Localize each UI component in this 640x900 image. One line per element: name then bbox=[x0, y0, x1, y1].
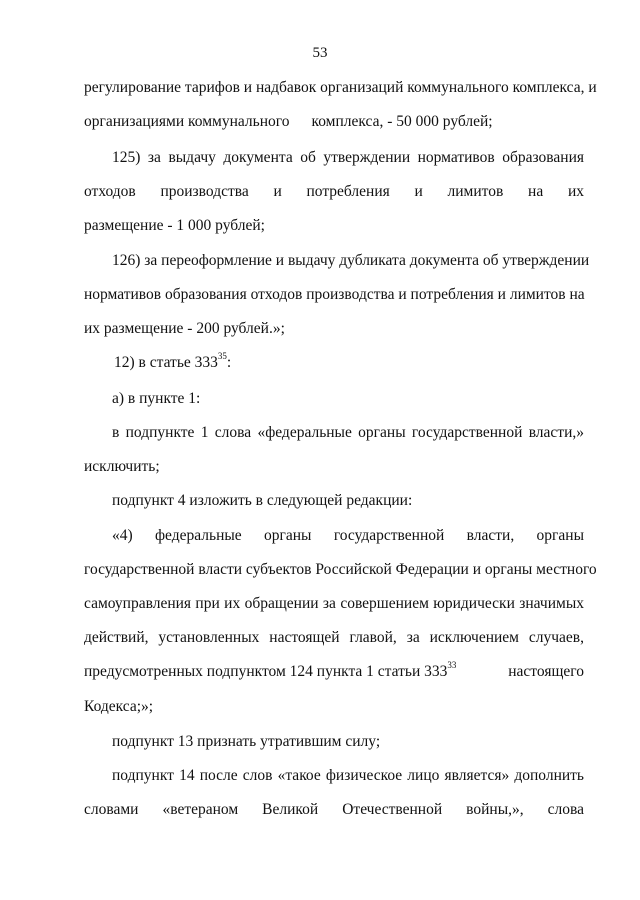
text-line: действий, установленных настоящей главой, за исключением случаев, bbox=[84, 629, 584, 646]
text-line: подпункт 4 изложить в следующей редакции: bbox=[112, 492, 413, 509]
text-fragment: 12) в статье 333 bbox=[114, 354, 218, 371]
text-line: в подпункте 1 слова «федеральные органы государственной власти,» bbox=[112, 424, 584, 441]
text-line: а) в пункте 1: bbox=[112, 390, 201, 407]
superscript: 33 bbox=[447, 659, 457, 670]
text-line: Кодекса;»; bbox=[84, 698, 154, 715]
text-fragment: настоящего bbox=[508, 663, 584, 680]
text-line: подпункт 14 после слов «такое физическое лицо является» дополнить bbox=[112, 767, 584, 784]
text-line: самоуправления при их обращении за совершением юридически значимых bbox=[84, 595, 584, 612]
text-fragment: комплекса, - 50 000 рублей; bbox=[311, 113, 493, 130]
text-line: 125) за выдачу документа об утверждении нормативов образования bbox=[112, 149, 584, 166]
superscript: 35 bbox=[217, 350, 227, 361]
page-number: 53 bbox=[312, 45, 328, 61]
text-line: исключить; bbox=[84, 458, 160, 475]
text-fragment: организациями коммунального bbox=[84, 113, 290, 130]
text-line: размещение - 1 000 рублей; bbox=[84, 217, 265, 234]
text-line bbox=[114, 350, 584, 373]
text-line: государственной власти субъектов Российской Федерации и органы местного bbox=[84, 561, 597, 578]
text-line bbox=[84, 659, 584, 682]
text-fragment: : bbox=[226, 354, 232, 371]
text-line: нормативов образования отходов производства и потребления и лимитов на bbox=[84, 286, 585, 303]
text-line: 126) за переоформление и выдачу дубликата документа об утверждении bbox=[112, 252, 590, 269]
text-fragment: предусмотренных подпунктом 124 пункта 1 статьи 333 bbox=[84, 663, 448, 680]
text-line: отходов производства и потребления и лимитов на их bbox=[84, 183, 584, 200]
text-line: регулирование тарифов и надбавок организаций коммунального комплекса, и bbox=[84, 79, 597, 96]
text-fragment bbox=[84, 659, 457, 682]
text-line: «4) федеральные органы государственной власти, органы bbox=[112, 527, 584, 544]
text-line bbox=[84, 112, 584, 132]
text-line: их размещение - 200 рублей.»; bbox=[84, 320, 285, 337]
text-line: подпункт 13 признать утратившим силу; bbox=[112, 733, 381, 750]
text-line: словами «ветераном Великой Отечественной войны,», слова bbox=[84, 801, 584, 818]
